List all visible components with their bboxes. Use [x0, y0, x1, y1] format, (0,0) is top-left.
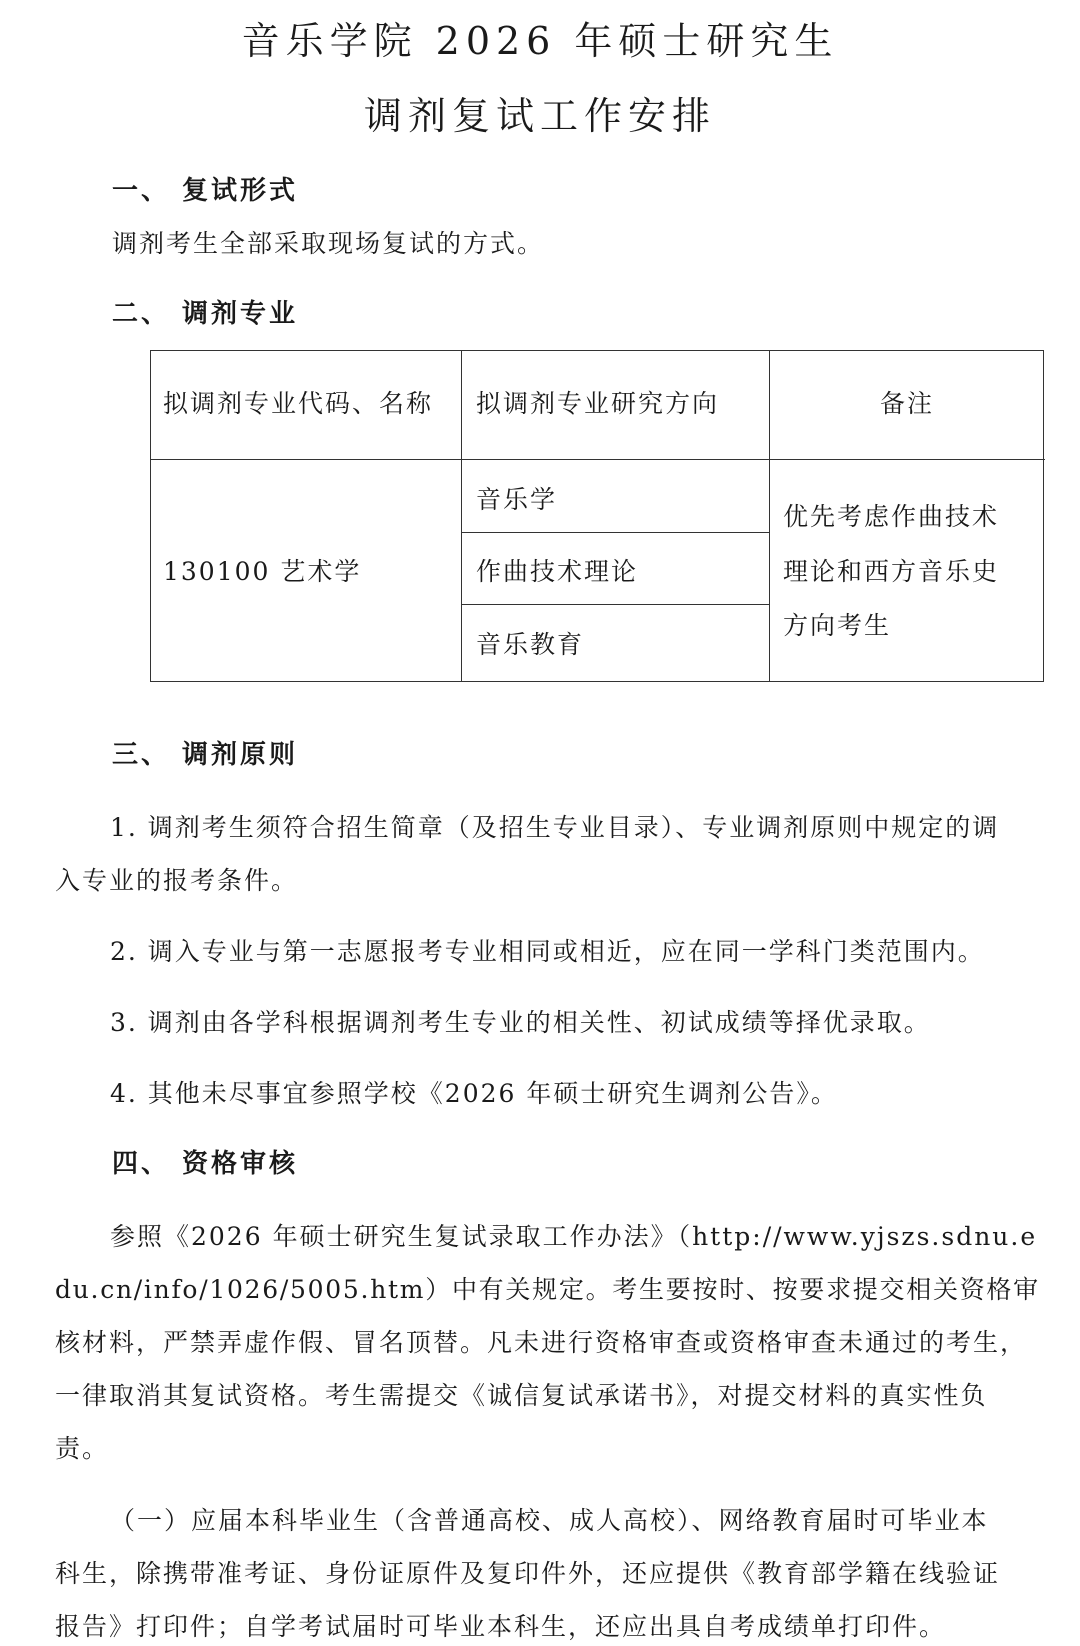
section-1-text: 调剂考生全部采取现场复试的方式。	[112, 229, 545, 258]
section-3-heading: 三、 调剂原则	[112, 740, 299, 770]
table-column-divider	[461, 351, 462, 681]
table-header-major: 拟调剂专业代码、名称	[163, 389, 434, 418]
table-cell-note-line: 方向考生	[783, 611, 892, 640]
principle-item-2: 2. 调入专业与第一志愿报考专业相同或相近，应在同一学科门类范围内。	[110, 937, 985, 966]
section-2-heading: 二、 调剂专业	[112, 299, 299, 329]
document-title-line-1: 音乐学院 2026 年硕士研究生	[241, 19, 839, 63]
qualification-para-2-line: 报告》打印件；自学考试届时可毕业本科生，还应出具自考成绩单打印件。	[55, 1612, 947, 1641]
table-row-divider	[461, 532, 769, 533]
table-row-divider	[461, 604, 769, 605]
principle-item-4: 4. 其他未尽事宜参照学校《2026 年硕士研究生调剂公告》。	[110, 1079, 838, 1108]
principle-item-1-line-1: 1. 调剂考生须符合招生简章（及招生专业目录）、专业调剂原则中规定的调	[110, 813, 1000, 842]
transfer-majors-table	[150, 350, 1044, 682]
section-4-heading: 四、 资格审核	[112, 1149, 299, 1179]
table-cell-direction: 作曲技术理论	[476, 557, 639, 586]
qualification-para-2-line: （一）应届本科毕业生（含普通高校、成人高校）、网络教育届时可毕业本	[110, 1506, 989, 1535]
table-header-divider	[151, 459, 1045, 460]
principle-item-1-line-2: 入专业的报考条件。	[55, 866, 299, 895]
table-header-note: 备注	[879, 389, 934, 418]
qualification-para-1-line: 责。	[55, 1434, 110, 1463]
principle-item-3: 3. 调剂由各学科根据调剂考生专业的相关性、初试成绩等择优录取。	[110, 1008, 931, 1037]
table-cell-note-line: 优先考虑作曲技术	[783, 502, 1000, 531]
qualification-para-1-line: 参照《2026 年硕士研究生复试录取工作办法》（http://www.yjszs.sdnu.e	[110, 1222, 1038, 1251]
qualification-para-1-line: 一律取消其复试资格。考生需提交《诚信复试承诺书》，对提交材料的真实性负	[55, 1381, 988, 1410]
table-header-direction: 拟调剂专业研究方向	[476, 389, 720, 418]
table-cell-direction: 音乐教育	[476, 630, 585, 659]
qualification-para-1-line: 核材料，严禁弄虚作假、冒名顶替。凡未进行资格审查或资格审查未通过的考生，	[55, 1328, 1028, 1357]
document-title-line-2: 调剂复试工作安排	[363, 94, 716, 138]
section-1-heading: 一、 复试形式	[112, 176, 299, 206]
qualification-para-1-line: du.cn/info/1026/5005.htm）中有关规定。考生要按时、按要求提交相关资格审	[55, 1275, 1040, 1304]
table-cell-major: 130100 艺术学	[163, 557, 362, 586]
table-cell-note-line: 理论和西方音乐史	[783, 557, 1000, 586]
table-cell-direction: 音乐学	[476, 485, 558, 514]
qualification-para-2-line: 科生，除携带准考证、身份证原件及复印件外，还应提供《教育部学籍在线验证	[55, 1559, 1001, 1588]
